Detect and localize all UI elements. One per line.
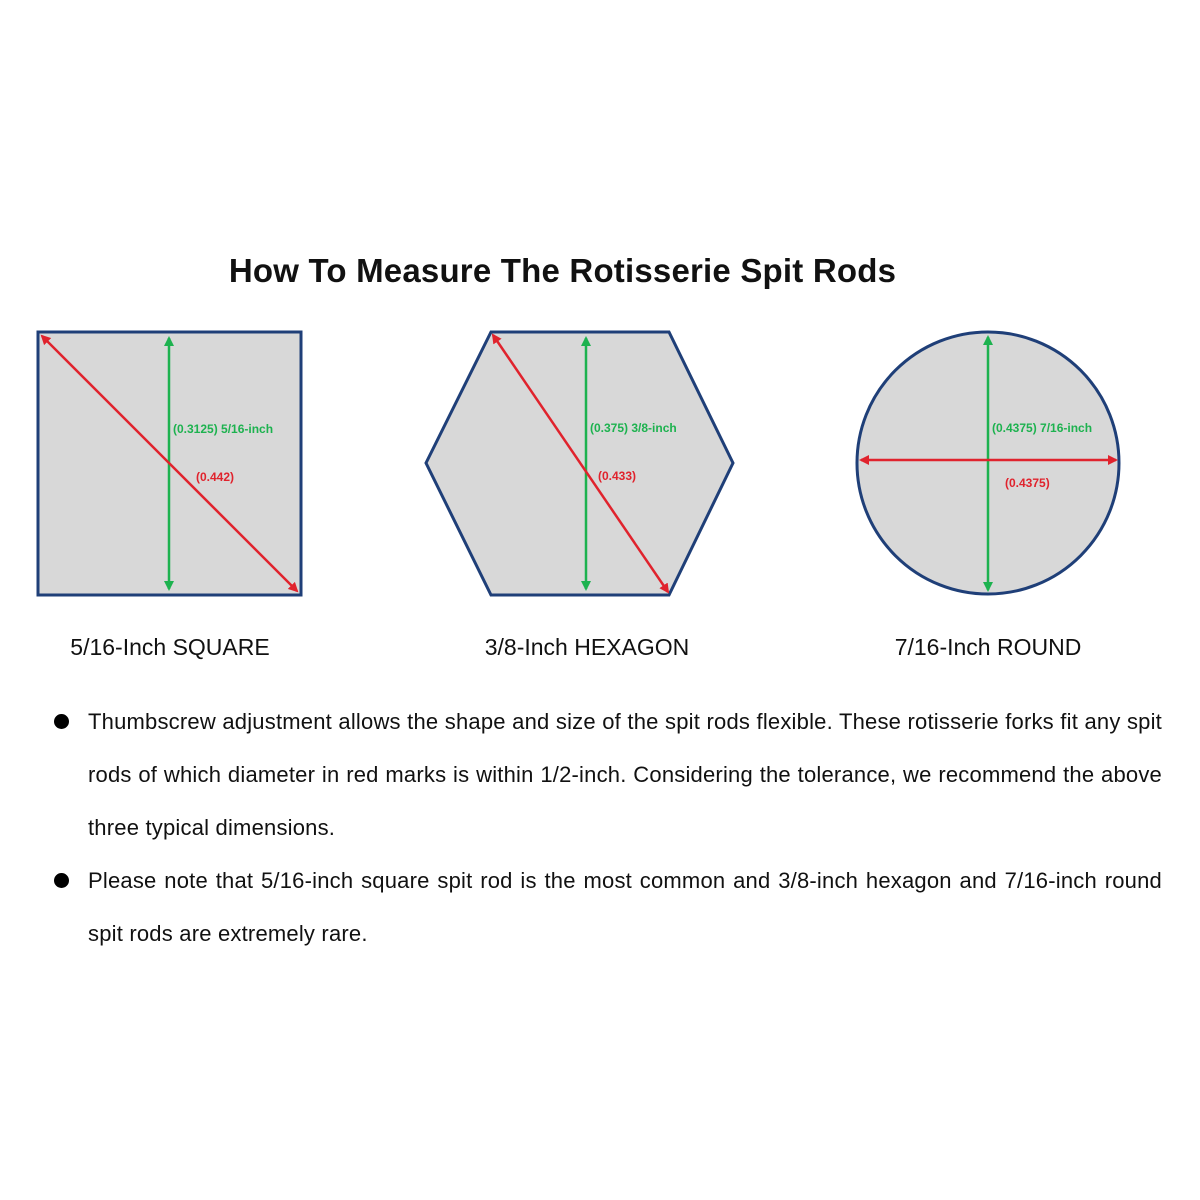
hexagon-green-label: (0.375) 3/8-inch [590, 421, 677, 435]
hexagon-caption: 3/8-Inch HEXAGON [484, 634, 690, 660]
note-text: Please note that 5/16-inch square spit rod is the most common and 3/8-inch hexagon and 7/16-inch round spit rods are extremely rare. [88, 868, 1162, 946]
hexagon-red-label: (0.433) [598, 469, 637, 483]
square-caption: 5/16-Inch SQUARE [70, 634, 270, 660]
note-text: Thumbscrew adjustment allows the shape and size of the spit rods flexible. These rotisserie forks fit any spit rods of which diameter in red marks is within 1/2-inch. Considering the tolerance, we recommend the above three typical dimensions. [88, 709, 1162, 840]
bullet-icon [54, 873, 69, 888]
page-title: How To Measure The Rotisserie Spit Rods [228, 252, 897, 289]
round-green-label: (0.4375) 7/16-inch [992, 421, 1093, 435]
round-caption: 7/16-Inch ROUND [894, 634, 1082, 660]
hexagon-diagram [426, 332, 733, 595]
square-diagram [38, 332, 301, 595]
note-item [52, 854, 1162, 960]
square-red-label: (0.442) [196, 470, 235, 484]
notes-list [52, 695, 1162, 960]
square-green-label: (0.3125) 5/16-inch [173, 422, 274, 436]
round-diagram [857, 332, 1119, 594]
round-red-label: (0.4375) [1005, 476, 1050, 490]
note-item [52, 695, 1162, 854]
bullet-icon [54, 714, 69, 729]
